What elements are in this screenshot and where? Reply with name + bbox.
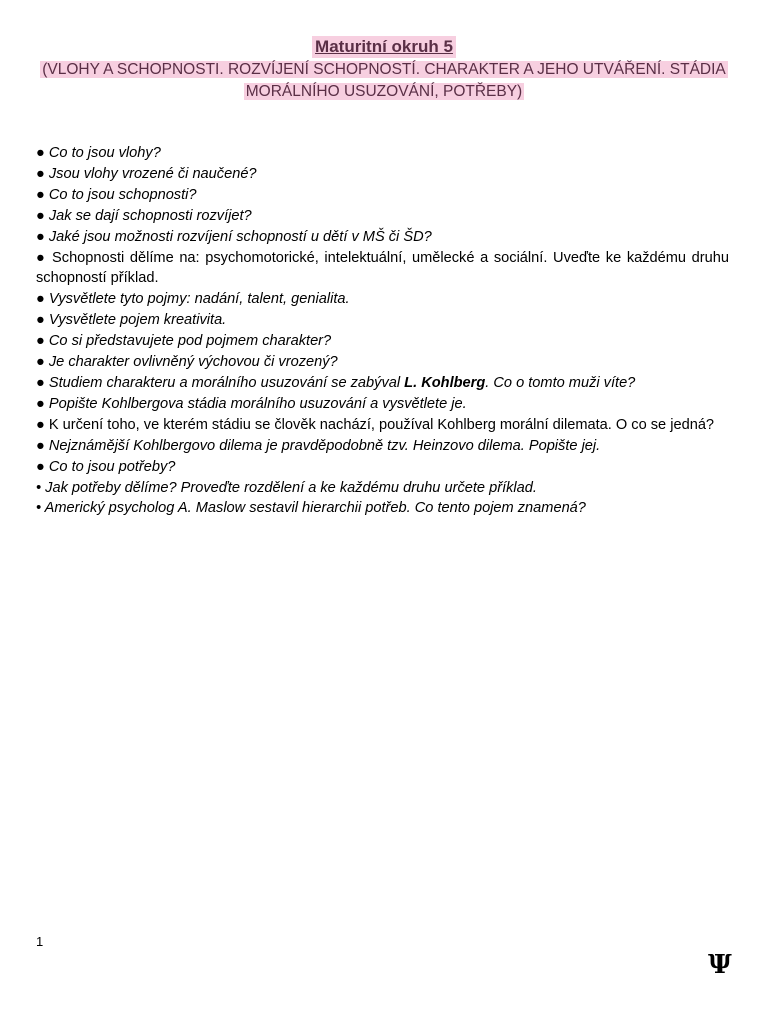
question-item: • Americký psycholog A. Maslow sestavil hierarchii potřeb. Co tento pojem znamená?: [36, 500, 586, 517]
question-text: ● Studiem charakteru a morálního usuzování se zabýval: [36, 374, 405, 391]
page-number: 1: [36, 934, 44, 949]
subtitle-line-2: MORÁLNÍHO USUZOVÁNÍ, POTŘEBY): [245, 83, 523, 100]
question-item: ● Nejznámější Kohlbergovo dilema je pravděpodobně tzv. Heinzovo dilema. Popište jej.: [36, 437, 601, 454]
question-item: ● Jak se dají schopnosti rozvíjet?: [36, 207, 252, 224]
subtitle-line-1: (VLOHY A SCHOPNOSTI. ROZVÍJENÍ SCHOPNOSTÍ. CHARAKTER A JEHO UTVÁŘENÍ. STÁDIA: [42, 61, 726, 78]
question-item: ● Vysvětlete tyto pojmy: nadání, talent, genialita.: [36, 291, 350, 308]
question-item: ● Vysvětlete pojem kreativita.: [36, 312, 227, 329]
subtitle: [30, 59, 738, 103]
question-text: . Co o tomto muži víte?: [485, 374, 636, 391]
question-item: ● Jaké jsou možnosti rozvíjení schopností u dětí v MŠ či ŠD?: [36, 228, 432, 245]
question-item: • Jak potřeby dělíme? Proveďte rozdělení a ke každému druhu určete příklad.: [36, 479, 537, 496]
psi-symbol-icon: Ψ: [708, 950, 732, 980]
question-item: ● Co si představujete pod pojmem charakter?: [36, 333, 332, 350]
question-item: ● Je charakter ovlivněný výchovou či vrozený?: [36, 354, 338, 371]
question-item: ● Popište Kohlbergova stádia morálního usuzování a vysvětlete je.: [36, 395, 467, 412]
question-item: ● Co to jsou schopnosti?: [36, 186, 197, 203]
page-title: Maturitní okruh 5: [312, 36, 456, 58]
document-header: [30, 36, 738, 103]
question-item: ● K určení toho, ve kterém stádiu se člověk nachází, používal Kohlberg morální dilemata. O co se jedná?: [36, 416, 715, 433]
question-item: ● Co to jsou vlohy?: [36, 145, 161, 161]
question-item: ● Co to jsou potřeby?: [36, 458, 176, 475]
kohlberg-name: L. Kohlberg: [404, 374, 486, 391]
question-item: ● Jsou vlohy vrozené či naučené?: [36, 165, 257, 182]
question-item: ● Schopnosti dělíme na: psychomotorické, intelektuální, umělecké a sociální. Uveďte ke každému druhu schopností příklad.: [36, 249, 729, 287]
question-list: [36, 143, 729, 519]
question-item: [36, 373, 729, 394]
